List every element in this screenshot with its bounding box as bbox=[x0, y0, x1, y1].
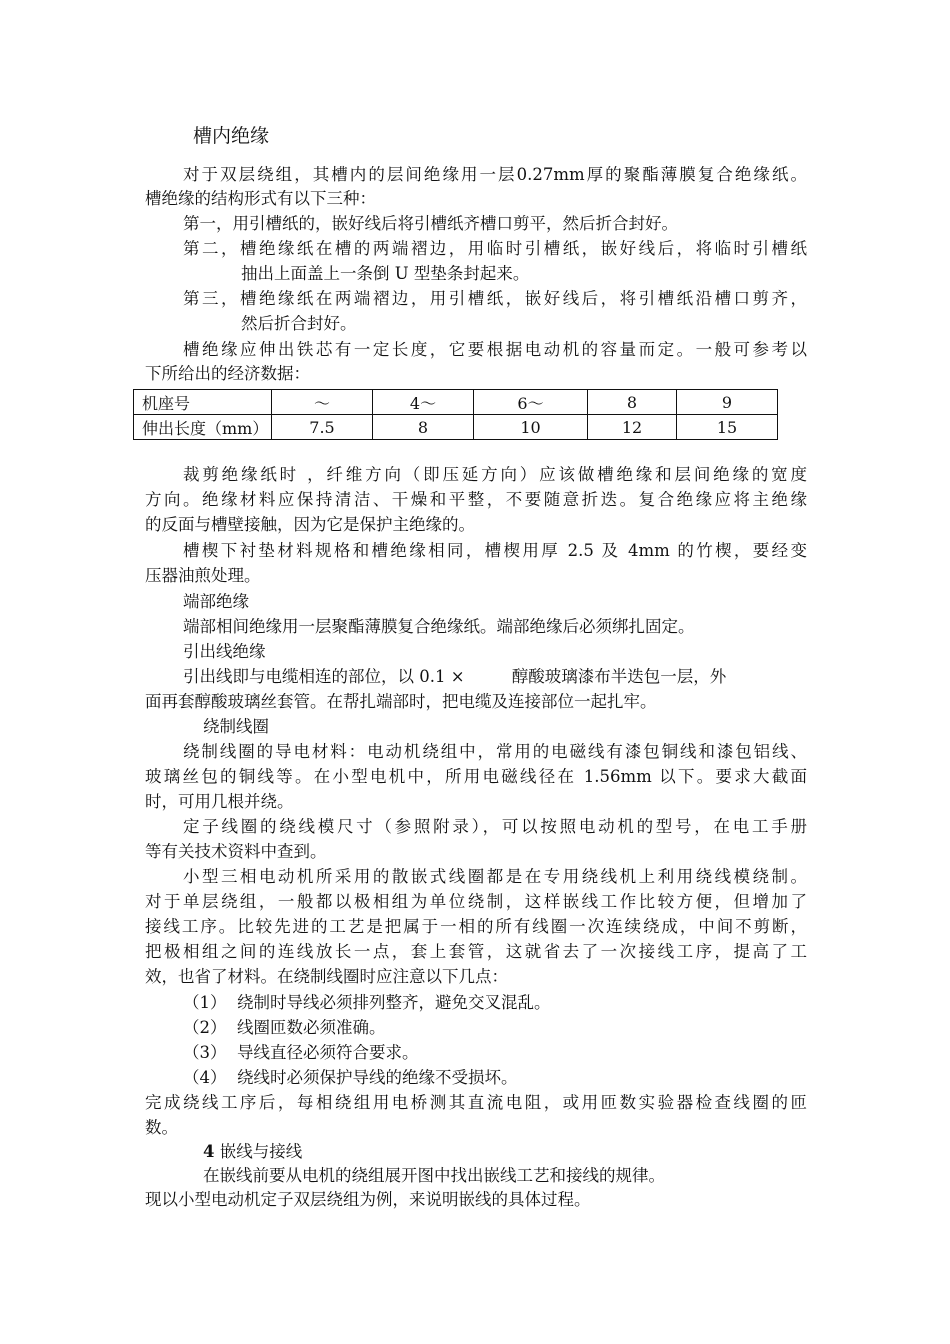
paragraph-line: 压器油煎处理。 bbox=[145, 566, 261, 585]
table-cell: 4～ bbox=[373, 390, 474, 415]
list-item-continuation: 抽出上面盖上一条倒 U 型垫条封起来。 bbox=[241, 264, 530, 283]
list-item: （1） 绕制时导线必须排列整齐，避免交叉混乱。 bbox=[183, 993, 551, 1012]
section-heading-lead-insulation: 引出线绝缘 bbox=[183, 642, 266, 661]
paragraph-line: 端部相间绝缘用一层聚酯薄膜复合绝缘纸。端部绝缘后必须绑扎固定。 bbox=[183, 617, 695, 636]
table-cell: 8 bbox=[373, 415, 474, 440]
paragraph-line: 完成绕线工序后，每相绕组用电桥测其直流电阻，或用匝数实验器检查线圈的匝 bbox=[145, 1093, 807, 1112]
paragraph-line: 效，也省了材料。在绕制线圈时应注意以下几点： bbox=[145, 967, 508, 986]
paragraph-line: 现以小型电动机定子双层绕组为例，来说明嵌线的具体过程。 bbox=[145, 1190, 591, 1209]
paragraph-line: 绕制线圈的导电材料：电动机绕组中，常用的电磁线有漆包铜线和漆包铝线、 bbox=[183, 742, 807, 761]
paragraph-line: 槽绝缘的结构形式有以下三种： bbox=[145, 189, 376, 208]
section-number: 4 bbox=[203, 1142, 215, 1161]
table-cell: 8 bbox=[588, 390, 677, 415]
paragraph-line: 的反面与槽壁接触，因为它是保护主绝缘的。 bbox=[145, 515, 475, 534]
paragraph-line: 接线工序。比较先进的工艺是把属于一相的所有线圈一次连续绕成，中间不剪断， bbox=[145, 917, 807, 936]
section-title: 嵌线与接线 bbox=[219, 1142, 303, 1161]
list-item: （2） 线圈匝数必须准确。 bbox=[183, 1018, 386, 1037]
paragraph-line: 小型三相电动机所采用的散嵌式线圈都是在专用绕线机上利用绕线模绕制。 bbox=[183, 867, 807, 886]
paragraph-line: 对于双层绕组，其槽内的层间绝缘用一层0.27mm厚的聚酯薄膜复合绝缘纸。 bbox=[183, 165, 807, 184]
list-item-continuation: 然后折合封好。 bbox=[241, 314, 357, 333]
table-row bbox=[134, 415, 778, 440]
section-heading-embedding bbox=[203, 1140, 302, 1164]
paragraph-line: 下所给出的经济数据： bbox=[145, 364, 310, 383]
table-cell: 10 bbox=[474, 415, 588, 440]
paragraph-line: 等有关技术资料中查到。 bbox=[145, 842, 327, 861]
paragraph-line: 玻璃丝包的铜线等。在小型电机中，所用电磁线径在 1.56mm 以下。要求大截面 bbox=[145, 767, 807, 786]
extension-length-table bbox=[133, 389, 778, 440]
table-cell: 机座号 bbox=[134, 390, 272, 415]
paragraph-line: 方向。绝缘材料应保持清洁、干燥和平整，不要随意折迭。复合绝缘应将主绝缘 bbox=[145, 490, 807, 509]
paragraph-line: 把极相组之间的连线放长一点，套上套管，这就省去了一次接线工序，提高了工 bbox=[145, 942, 807, 961]
paragraph-line: 槽绝缘应伸出铁芯有一定长度，它要根据电动机的容量而定。一般可参考以 bbox=[183, 340, 807, 359]
list-item: 第二，槽绝缘纸在槽的两端褶边，用临时引槽纸，嵌好线后，将临时引槽纸 bbox=[183, 239, 807, 258]
paragraph-line: 面再套醇酸玻璃丝套管。在帮扎端部时，把电缆及连接部位一起扎牢。 bbox=[145, 692, 657, 711]
table-cell: 7.5 bbox=[272, 415, 373, 440]
paragraph-line: 对于单层绕组，一般都以极相组为单位绕制，这样嵌线工作比较方便，但增加了 bbox=[145, 892, 807, 911]
table-cell: 伸出长度（mm） bbox=[134, 415, 272, 440]
section-heading-end-insulation: 端部绝缘 bbox=[183, 592, 249, 611]
paragraph-line: 槽楔下衬垫材料规格和槽绝缘相同，槽楔用厚 2.5 及 4mm 的竹楔，要经变 bbox=[183, 541, 807, 560]
list-item: 第三，槽绝缘纸在两端褶边，用引槽纸，嵌好线后，将引槽纸沿槽口剪齐， bbox=[183, 289, 807, 308]
paragraph-line: 数。 bbox=[145, 1118, 178, 1137]
list-item: 第一，用引槽纸的，嵌好线后将引槽纸齐槽口剪平，然后折合封好。 bbox=[183, 214, 678, 233]
list-item: （4） 绕线时必须保护导线的绝缘不受损坏。 bbox=[183, 1068, 518, 1087]
table-cell: 12 bbox=[588, 415, 677, 440]
paragraph-line: 时，可用几根并绕。 bbox=[145, 792, 294, 811]
table-cell: ～ bbox=[272, 390, 373, 415]
paragraph-line: 在嵌线前要从电机的绕组展开图中找出嵌线工艺和接线的规律。 bbox=[203, 1166, 665, 1185]
paragraph-line: 裁剪绝缘纸时 ，纤维方向（即压延方向）应该做槽绝缘和层间绝缘的宽度 bbox=[183, 465, 807, 484]
section-heading-coil-winding: 绕制线圈 bbox=[203, 717, 269, 736]
table-cell: 9 bbox=[677, 390, 778, 415]
table-cell: 6～ bbox=[474, 390, 588, 415]
table-cell: 15 bbox=[677, 415, 778, 440]
table-row bbox=[134, 390, 778, 415]
paragraph-line: 定子线圈的绕线模尺寸（参照附录），可以按照电动机的型号，在电工手册 bbox=[183, 817, 807, 836]
section-heading-slot-insulation: 槽内绝缘 bbox=[193, 125, 270, 147]
paragraph-line: 引出线即与电缆相连的部位，以 0.1 × 醇酸玻璃漆布半迭包一层，外 bbox=[183, 667, 727, 686]
list-item: （3） 导线直径必须符合要求。 bbox=[183, 1043, 419, 1062]
